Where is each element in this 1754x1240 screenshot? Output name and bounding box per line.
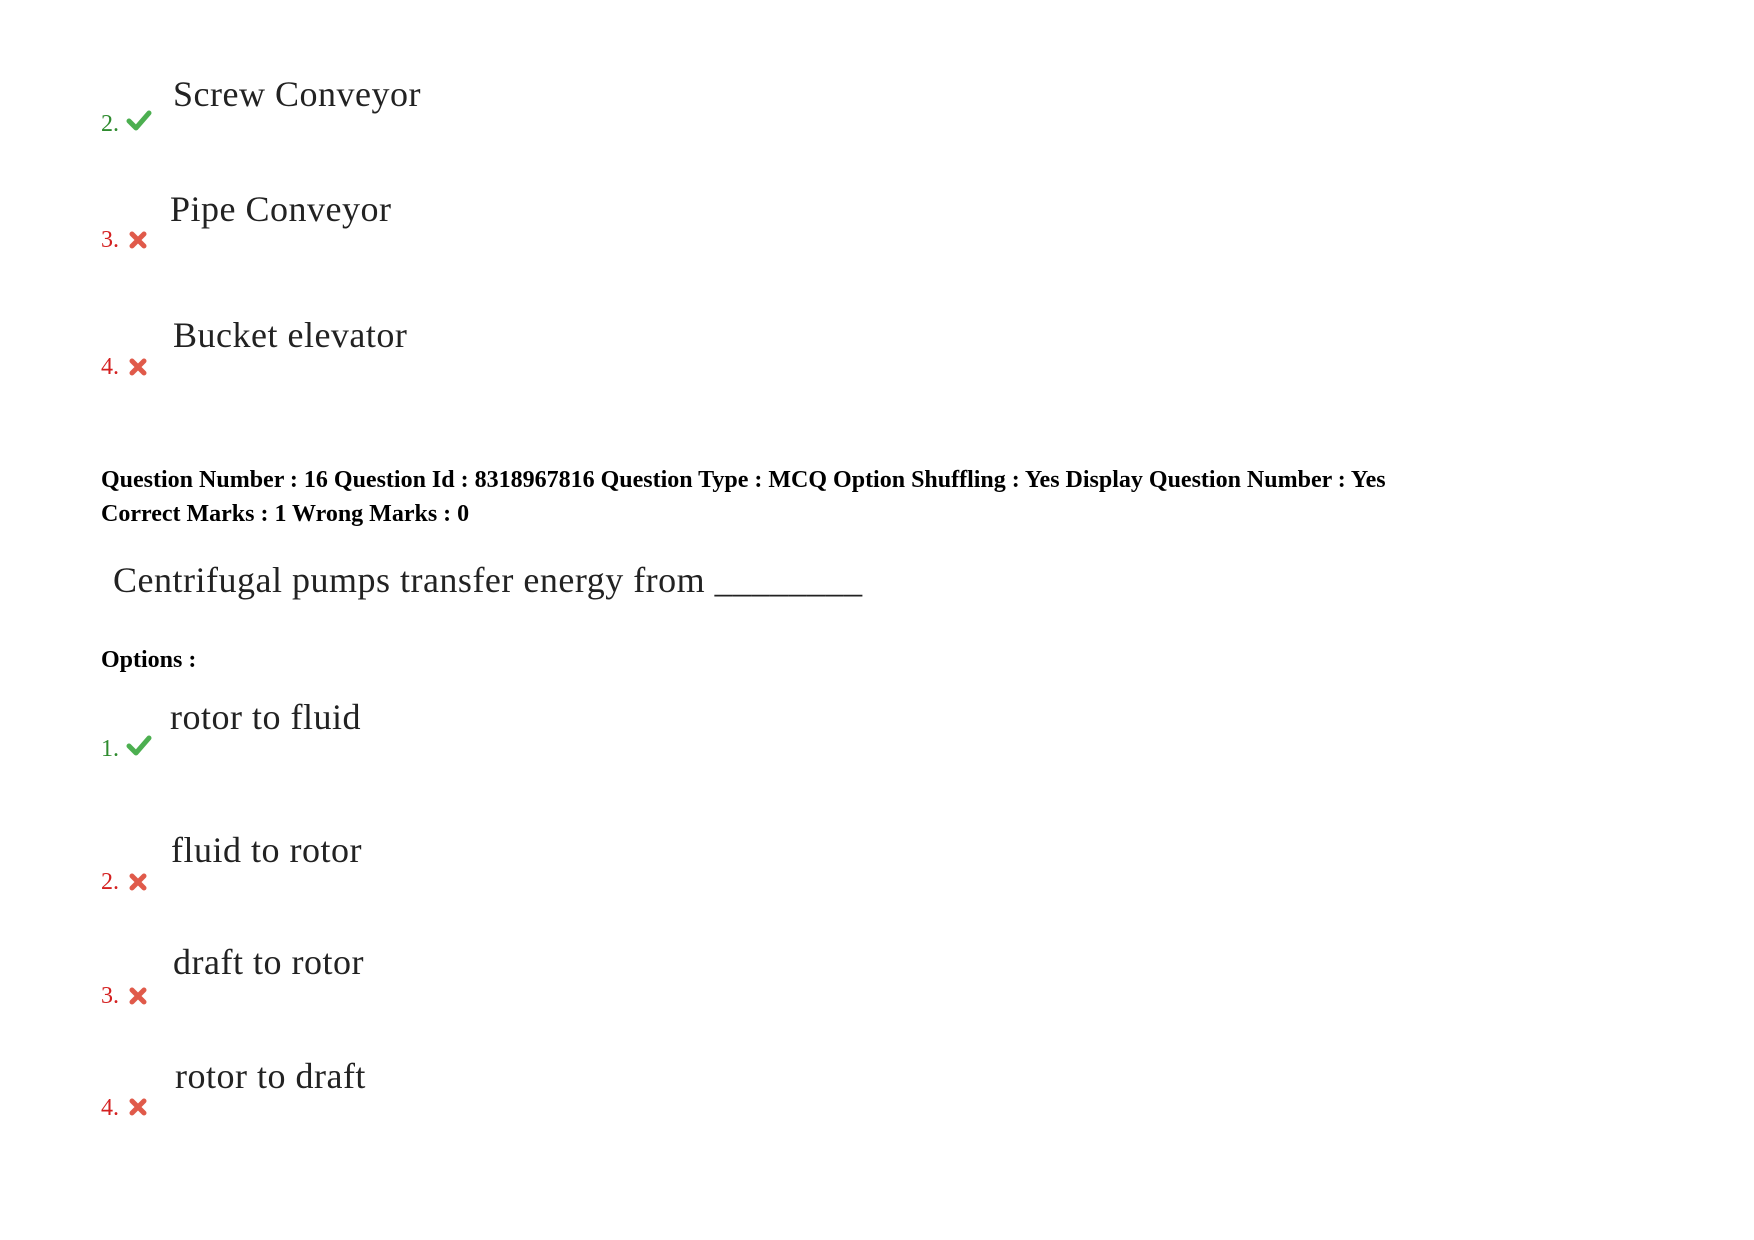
option-text: draft to rotor	[173, 942, 364, 982]
option-number: 4.	[101, 354, 119, 380]
option-text: rotor to fluid	[170, 697, 361, 737]
cross-icon	[128, 872, 148, 892]
option-number: 3.	[101, 227, 119, 253]
option-number: 3.	[101, 983, 119, 1009]
options-label: Options :	[101, 647, 197, 673]
question-meta-line2: Correct Marks : 1 Wrong Marks : 0	[101, 501, 470, 527]
cross-icon	[128, 986, 148, 1006]
cross-icon	[128, 357, 148, 377]
option-text: fluid to rotor	[171, 830, 362, 870]
cross-icon	[128, 230, 148, 250]
option-text: Bucket elevator	[173, 315, 408, 355]
option-text: Pipe Conveyor	[170, 189, 392, 229]
option-number: 2.	[101, 111, 119, 137]
cross-icon	[128, 1097, 148, 1117]
question-text: Centrifugal pumps transfer energy from ________	[113, 560, 863, 600]
question-meta-line1: Question Number : 16 Question Id : 8318967816 Question Type : MCQ Option Shuffling : Yes Display Question Number : Yes	[101, 467, 1386, 493]
option-number: 1.	[101, 736, 119, 762]
check-icon	[126, 733, 152, 759]
option-number: 2.	[101, 869, 119, 895]
option-text: rotor to draft	[175, 1056, 366, 1096]
option-number: 4.	[101, 1095, 119, 1121]
check-icon	[126, 108, 152, 134]
option-text: Screw Conveyor	[173, 74, 421, 114]
